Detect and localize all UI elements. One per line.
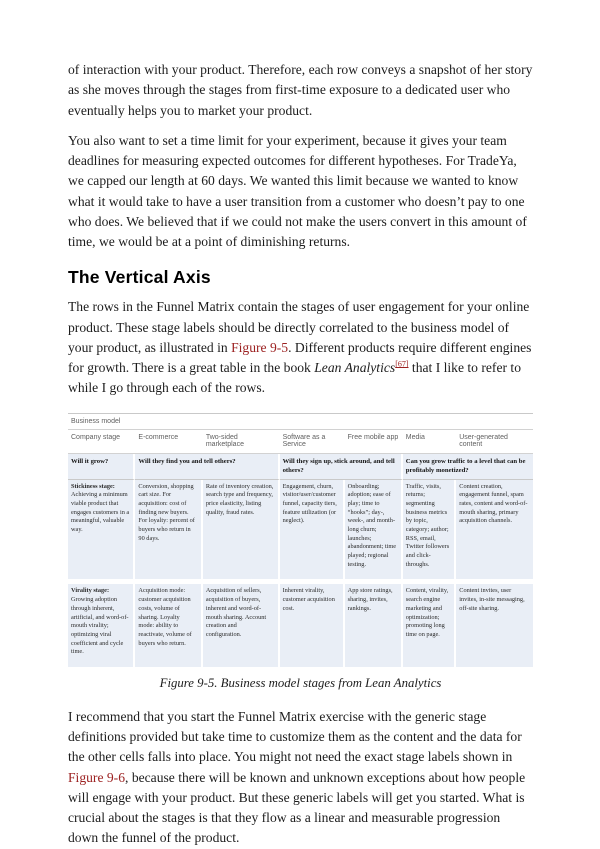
table-cell: Onboarding; adoption; ease of play; time to “hooks”; day-, week-, and month-long churn; launches; abandonment; time played; regional testing. — [345, 480, 403, 580]
table-cell: Inherent virality, customer acquisition cost. — [280, 579, 345, 667]
body-paragraph-2: You also want to set a time limit for your experiment, because it gives your team deadlines for measuring expected outcomes for different hypotheses. For TradeYa, we capped our length at 60 days. We wanted this limit because we wanted to know what it would take to have a user transition from a customer who doesn’t pay to one who does. We believed that if we could not make the users convert in this amount of time, we would be at a point of diminishing returns. — [68, 132, 527, 249]
stage-cell — [68, 579, 135, 667]
stage-label: Virality stage: — [71, 587, 110, 595]
table-cell: Content invites, user invites, in-site messaging, off-site sharing. — [456, 579, 533, 667]
col-header-company-stage: Company stage — [68, 430, 135, 454]
section-heading: The Vertical Axis — [68, 267, 211, 288]
stage-text: Growing adoption through inherent, artificial, and word-of-mouth virality; optimizing viral coefficient and cycle time. — [71, 596, 129, 656]
figure-caption: Figure 9-5. Business model stages from Lean Analytics — [159, 675, 442, 690]
body-paragraph-4 — [68, 707, 533, 849]
table-row-stickiness — [68, 480, 533, 580]
question-sign-up-stick-around: Will they sign up, stick around, and tell others? — [280, 454, 403, 480]
figure-9-5 — [68, 413, 533, 691]
question-grow-traffic: Can you grow traffic to a level that can be profitably monetized? — [403, 454, 533, 480]
col-header-media: Media — [403, 430, 456, 454]
figure-9-6-link[interactable]: Figure 9-6 — [68, 769, 126, 785]
col-header-ecommerce: E-commerce — [135, 430, 202, 454]
body-paragraph-3 — [68, 297, 533, 398]
paragraph-text: The rows in the Funnel Matrix contain the stages of user engagement for your online product. These stage labels should be directly correlated to the business model of your product, as illustrated in — [68, 299, 530, 355]
paragraph-text: that I like to refer to while I go through each of the rows. — [68, 360, 521, 396]
paragraph-text: . Different products require different engines for growth. There is a great table in the book — [68, 339, 532, 375]
table-cell: Conversion, shopping cart size. For acquisition: cost of finding new buyers. For loyalty: percent of buyers who return in 90 days. — [135, 480, 202, 580]
stage-text: Achieving a minimum viable product that engages customers in a meaningful, valuable way. — [71, 491, 130, 534]
table-cell: Content, virality, search engine marketing and optimization; promoting long time on page. — [403, 579, 456, 667]
question-find-and-tell: Will they find you and tell others? — [135, 454, 279, 480]
table-cell: Acquisition of sellers, acquisition of buyers, inherent and word-of-mouth sharing. Account creation and configuration. — [203, 579, 280, 667]
col-header-user-generated-content: User-generated content — [456, 430, 533, 454]
table-cell: Content creation, engagement funnel, spam rates, content and word-of-mouth sharing, primary acquisition channels. — [456, 480, 533, 580]
question-will-it-grow: Will it grow? — [68, 454, 135, 480]
footnote-67-link[interactable]: [67] — [395, 359, 409, 369]
stage-label: Stickiness stage: — [71, 482, 115, 490]
book-title: Lean Analytics — [314, 360, 396, 375]
table-cell: Traffic, visits, returns; segmenting business metrics by topic, category; author; RSS, email, Twitter followers and click-throughs. — [403, 480, 456, 580]
col-header-saas: Software as a Service — [280, 430, 345, 454]
table-cell: Rate of inventory creation, search type and frequency, price elasticity, listing quality, fraud rates. — [203, 480, 280, 580]
col-header-free-mobile-app: Free mobile app — [345, 430, 403, 454]
table-group-header: Business model — [68, 414, 533, 430]
paragraph-text: , because there will be known and unknown exceptions about how people will engage with your product. But these generic labels will get you started. What is crucial about the stages is that they flow as a linear and measurable progression down the funnel of the product. — [68, 769, 526, 846]
stage-cell — [68, 480, 135, 580]
table-row-virality — [68, 579, 533, 667]
table-cell: App store ratings, sharing, invites, rankings. — [345, 579, 403, 667]
table-cell: Engagement, churn, visitor/user/customer funnel, capacity tiers, feature utilization (or neglect). — [280, 480, 345, 580]
body-paragraph-1: of interaction with your product. Therefore, each row conveys a snapshot of her story as she moves through the stages from first-time exposure to a dedicated user who eventually helps you to market your product. — [68, 62, 533, 118]
col-header-two-sided-marketplace: Two-sided marketplace — [203, 430, 280, 454]
business-model-table — [68, 413, 533, 667]
figure-9-5-link[interactable]: Figure 9-5 — [231, 339, 289, 355]
table-cell: Acquisition mode: customer acquisition costs, volume of sharing. Loyalty mode: ability to reactivate, volume of buyers who return. — [135, 579, 202, 667]
paragraph-text: I recommend that you start the Funnel Matrix exercise with the generic stage definitions provided but take time to customize them as the content and the data for the other cells falls into place. You might not need the exact stage labels shown in — [68, 708, 522, 765]
